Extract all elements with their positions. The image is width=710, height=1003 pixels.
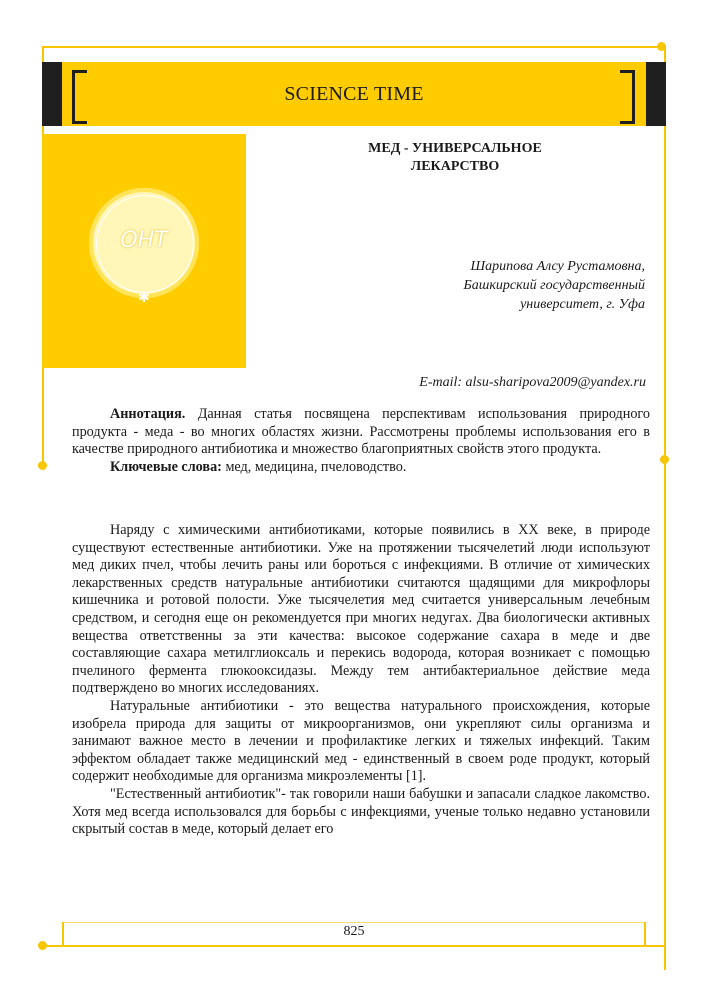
abstract-label: Аннотация. [110, 406, 186, 422]
body-paragraph-2: Натуральные антибиотики - это вещества натурального происхождения, которые изобрела природа для защиты от микроорганизмов, они укрепляют силы организма и занимают важное место в лечении и профилактике легких и тяжелых инфекций. Таким эффектом обладает также медицинский мед - единственный в своем роде продукт, который содержит необходимые для организма микроэлементы [1]. [72, 697, 650, 785]
keywords-label: Ключевые слова: [110, 458, 222, 475]
author-email: E-mail: alsu-sharipova2009@yandex.ru [419, 375, 646, 390]
author-block [350, 257, 645, 314]
logo: ОНТ [120, 228, 168, 253]
frame-dot-bottom-left [38, 941, 47, 950]
page-number: 825 [343, 924, 365, 939]
footer-top-line [62, 922, 646, 923]
abstract-text: Данная статья посвящена перспективам использования природного продукта - меда - во многих областях жизни. Рассмотрены проблемы использования его в качестве природного антибиотика и множество благоприятных свойств этого продукта. [72, 406, 650, 458]
author-name: Шарипова Алсу Рустамовна, [470, 259, 645, 274]
article-title-line2: ЛЕКАРСТВО [410, 159, 500, 174]
author-organization: Башкирский государственный [463, 278, 645, 293]
abstract-paragraph [72, 406, 650, 459]
author-city: университет, г. Уфа [520, 297, 645, 312]
article-title [330, 140, 580, 176]
frame-top-line [42, 46, 662, 48]
body-paragraph-3: "Естественный антибиотик"- так говорили наши бабушки и запасали сладкое лакомство. Хотя мед всегда использовался для борьбы с инфекциями, ученые только недавно установили скрытый состав в меде, который делает его [72, 785, 650, 838]
frame-right-lower-line [664, 460, 666, 970]
frame-bottom-line [42, 945, 666, 947]
body-text [72, 522, 650, 839]
article-title-line1: МЕД - УНИВЕРСАЛЬНОЕ [368, 141, 542, 156]
frame-dot-left [38, 461, 47, 470]
keywords-text: мед, медицина, пчеловодство. [221, 458, 407, 475]
journal-title: SCIENCE TIME [284, 83, 424, 105]
abstract-block [72, 406, 650, 476]
body-paragraph-1: Наряду с химическими антибиотиками, которые появились в XX веке, в природе существуют естественные антибиотики. Уже на протяжении тысячелетий люди используют мед диких пчел, чтобы лечить раны или бороться с инфекциями. В отличие от химических лекарственных средств натуральные антибиотики считаются щадящими для микрофлоры кишечника и ротовой полости. Уже тысячелетия мед считается универсальным лечебным средством, и сегодня еще он рекомендуется при многих недугах. Два биологически активных вещества ответственны за эти качества: высокое содержание сахара в меде и две составляющие сахара метилглиоксаль и перекись водорода, которая возникает с помощью пчелиного фермента глюкооксидазы. Между тем антибактериальное действие меда подтверждено во многих исследованиях. [72, 522, 650, 697]
keywords-paragraph [72, 459, 650, 477]
logo-star-icon: ✱ [138, 291, 150, 306]
